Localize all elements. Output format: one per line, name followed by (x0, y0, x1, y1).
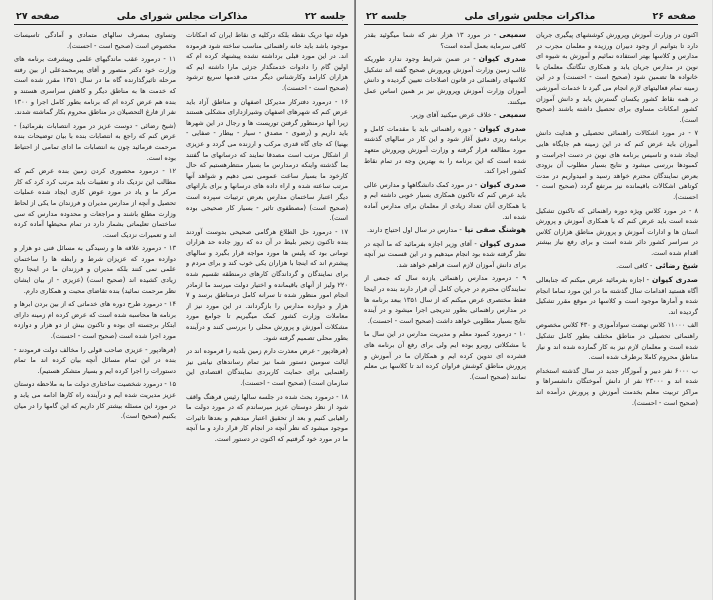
page-header (364, 8, 698, 25)
paragraph-text: الف ۱۱۰۰۰ کلاس نهضت سوادآموزی و ۴۳۰ کلاس مخصوص راهنمائی تحصیلی در مناطق مختلف بطور کامل تشکیل شده است و معلمان لازم نیز به کار گمارده شده اند و نیاز مناطق محروم کاملا برطرف شده است. (536, 321, 698, 362)
journal-title: مذاکرات مجلس شورای ملی (464, 10, 596, 22)
page-header (14, 8, 348, 25)
paragraph-text: - مدارس در سال اول احتیاج دارند. (366, 226, 462, 235)
paragraph (14, 166, 176, 240)
paragraph-text: - آقای وزیر اجازه بفرمائید که ما آنچه در نظر گرفته شده بود انجام میدهیم و در این قسمت نیز آنچه برای دانش آموزان لازم است فراهم خواهد شد. (364, 239, 526, 269)
paragraph (364, 54, 526, 107)
page-number: صفحه ۲۶ (652, 10, 696, 22)
paragraph-text: ب ۶۰۰۰ نفر دبیر و آموزگار جدید در سال گذشته استخدام شده اند و ۲۳۰۰۰ نفر از دانش آموختگان دانشسراها و مراکز تربیت معلم بخدمت آموزش و پرورش درآمده اند (صحیح است - احسنت). (536, 366, 698, 407)
paragraph-text: - اجازه بفرمائید عرض میکنم که جنابعالی آگاه هستید اقدامات سال گذشته ما در این مورد تماما انجام شده و آمارها موجود است و کلاسها در موقع مقرر تشکیل گردیده اند. (536, 276, 698, 316)
paragraph-text: - دوره راهنمائی باید با مقدمات کامل و برنامه ریزی دقیق آغاز شود و این کار در سالهای گذشته مورد مطالعه قرار گرفته و وزارت آموزش وپرورش متعهد شده است که این برنامه را به بهترین وجه در تمام نقاط کشور اجرا کند. (364, 124, 526, 176)
paragraph-text: - خلاف عرض میکنید آقای وزیر. (410, 111, 497, 120)
paragraph (536, 128, 698, 202)
page-26 (356, 0, 712, 600)
paragraph-text: هوله تنها دریک نقطه بلکه درکلیه ی نقاط ایران که امکانات موجود باشد باید خانه راهنمائی مناسب ساخته شود فرموده اند. در این مورد قبلی برداشته نشده پیشنهاد کرده ام که اولین گام را دادوات خدمتگذار جزئی مارا داشته ایم که هزاران کارامد وکارشناس دیگر مدتی قدمها سریع ترشود (صحیح است - احسنت). (186, 31, 348, 92)
paragraph-text: - کافی است. (616, 262, 653, 271)
paragraph-text: ۸ - در مورد کلاس ویژه دوره راهنمائی که تاکنون تشکیل شده است باید عرض کنم که با همکاری آموزش و پرورش استان ها و ادارات آموزش و پرورش مناطق هزاران کلاس در سراسر کشور دائر شده است و برای رفع نیاز بیشتر اقدام شده است. (536, 206, 698, 257)
paragraph (536, 275, 698, 317)
speaker-name: صدری کیوان (651, 275, 698, 285)
paragraph (14, 299, 176, 341)
paragraph (186, 392, 348, 445)
speaker-name: صدری کیوان (478, 54, 526, 64)
paragraph-text: اکنون در وزارت آموزش وپرورش کوششهای پیگیری جریان دارد تا بتوانیم از وجود دبیران ورزیده و معلمان مجرب در مدارس و کلاسها بهتر استفاده نمائیم و آموزش به شیوه ای نوین در مدارس جریان یابد و همکاری تنگاتنگ معلمان با خانواده ها تضمین شود (صحیح است - احسنت) و در این زمینه تمام فعالیتهای لازم انجام می گیرد تا خدمات آموزشی در همه نقاط کشور یکسان گسترش یابد و دانش آموزان کشور امکانات مساوی برای تحصیل داشته باشند (صحیح است). (536, 31, 698, 124)
paragraph (364, 124, 526, 177)
session-label: جلسه ۲۲ (366, 10, 408, 22)
paragraph-text: ۱۵ - درمورد شخصیت ساختاری دولت ما به ملاحظه دوستان عزیز مدیریت شده ایم و درآینده راه کارها ادامه می یابد و در مورد این مسئله بیشتر کار داریم که این گامها را در میان بکنیم (صحیح است). (14, 380, 176, 421)
page-27 (0, 0, 356, 600)
paragraph (536, 261, 698, 272)
text-column-left (14, 30, 176, 598)
text-columns (14, 30, 348, 598)
text-columns (364, 30, 698, 598)
speaker-name: صدری کیوان (480, 179, 526, 189)
paragraph (536, 30, 698, 125)
paragraph (14, 243, 176, 296)
text-column-left (364, 30, 526, 598)
paragraph-text: ۱۳ - درمورد علاقه ها و رسیدگی به مسائل فنی دو هزار و دوازده مورد که عزیزان شرط و رابطه ها را ساختمان علمی نمی کنند بلکه مدیران و فرزندان ما در اینجا رنج زیادی کشیده اند (صحیح است) (عزیزی - از بیان ایشان نظر مرحمت نمائید) بنده تقاضای محبت و همکاری دارم. (14, 244, 176, 295)
page-number: صفحه ۲۷ (16, 10, 60, 22)
session-label: جلسه ۲۲ (304, 10, 346, 22)
paragraph-text: (شیخ رضائی - دوست عزیز در مورد انتصابات بفرمائید) - عرض کنم که راجع به انتصابات بنده با بیان توضیحات بنده مرحمت فرمائید چون به انتصابات ما ادای تمامی از احتیاط بوده است. (14, 121, 176, 162)
paragraph (364, 239, 526, 271)
paragraph (186, 97, 348, 224)
paragraph-text: ۱۷ - درمورد حل الطلاع هرگامی صحیحی بدوست آوردند بنده تاکنون زنجیر بلیط در آن ده که روز جاده حد هزاران تومانی بود که پلیس ها مورد مواجه قرار بگیرد و سالهای پیشترم اند که اینجا با هزاران یکی خوب کند و برای مردم و برای نمایندگان و گرداندگان کارهای درمنطقه تقسیم شده ۲۲۰ ولیز از آنهای باقیمانده و اختیار دولت میرسد ما ازمادر انجام امور منظور شده تا سرانه کامل درمناطق برسد و ۷ هزار و دوازده مدارس را بازگرداند. در این مورد نیز از معاملات وزارت کشور کمک میگیریم تا جوامع مورد مشکلات آموزش و پرورش محلی را بررسی کنند و درآینده بطور محلی تصمیم گرفته شود. (186, 227, 348, 342)
paragraph-text: - در مورد ۱۳ هزار نفر که شما میگوئید بقدر کافی سرمایه بعمل آمده است؟ (364, 31, 526, 50)
paragraph (186, 346, 348, 388)
paragraph (364, 110, 526, 121)
paragraph-text: ۱۶ - درمورد دفترکار مدیرکل اصفهان و مناطق آزاد باید عرض کنم که شهرهای اصفهان وشیرازدارای مشکلی هستند زیرا آنها درمنظور گرفتن توریست ها و رجال در این شهرها باید داریم و (رضوی - مصدق - سیار - بیطار - صفایی - بهنیا) که جای گاه قدری مرکب و ارزنده می گردد و عزیزی از اشکال مرتب است مصدقا نمایند که درسانهای ما گفتند بما گذشته واینکه درمدارس ما بسیار منتظرهستیم که حال کارخود ما بسیار ساعت عمومی نمی دهیم و شواهد آنها مرتب ساعته شده و اراء داده های درسانها و برای باراتهای دیگر اعتبار ساختمان مدارس بعرض ترتیبات سپرده است (صحیح است) (مصطفوی تاثیر - بسیار کار صحیحی بوده است). (186, 97, 348, 223)
paragraph (536, 206, 698, 259)
paragraph-text: (فرهادپور - عزیزی صاحب قولی را مخالف دولت فرمودند - بنده در این تمام مسائل آنچه بیان کرده اند ما تمام دستورات را اجرا کرده ایم و بسیار متشکر هستیم). (14, 345, 176, 375)
paragraph (186, 227, 348, 344)
paragraph (14, 379, 176, 421)
speaker-name: سمیعی (499, 30, 526, 39)
paragraph-text: ۱۰ - درمورد کمبود معلم و مدیریت مدارس در این سال ما با مشکلاتی روبرو بوده ایم ولی برای رفع آن برنامه های فشرده ای تدوین کرده ایم و همکاران ما در آموزش و پرورش مناطق کوشش فراوان کرده اند تا کلاسها بی معلم نمانند (صحیح است). (364, 330, 526, 381)
paragraph-text: ۱۱ - درمورد عقب ماندگیهای علمی وپیشرفت برنامه های وزارت خود دکتر منصور و آقای پیرمحمدعلی از بین رفته مرحله تاثیرگذارنده گاه ما در سال ۱۳۵۱ مقرر شده است که خدمت ها به مناطق دیگر و کاهش سراسری هستند و بنده هم عرض کرده ام که برنامه بطور کامل اجرا و ۱۳۰۰ نفر از فارغ التحصیلان در مناطق محروم بکار گماشته شدند. (14, 55, 176, 117)
text-column-right (186, 30, 348, 598)
paragraph-text: ۷ - در مورد اشکالات راهنمائی تحصیلی و هدایت دانش آموزان باید عرض کنم که در این زمینه هم جایگاه هایی ایجاد شده و تاسیس برنامه های نوین در دست اجراست و کمبودها بررسی میشود و نتایج بسیار مطلوب آن بزودی بعرض نمایندگان محترم خواهد رسید و امیدواریم در مدت کوتاهی اشکالات باقیمانده نیز مرتفع گردد (صحیح است - احسنت). (536, 129, 698, 201)
paragraph (14, 54, 176, 118)
paragraph (14, 30, 176, 51)
paragraph-text: ۱۴ - درمورد طرح دوره های خدماتی که از بین بردن ابرها و برنامه ها محاسبه شده است که عرض کرده ام زمینه دارای ابتکار برجسته ای بوده و تاکنون بیش از دو هزار و دوازده مورد اجرا شده است (صحیح است - احسنت). (14, 300, 176, 341)
paragraph (364, 180, 526, 222)
paragraph (14, 345, 176, 377)
journal-title: مذاکرات مجلس شورای ملی (116, 10, 248, 22)
paragraph (364, 329, 526, 382)
text-column-right (536, 30, 698, 598)
paragraph (364, 30, 526, 51)
paragraph-text: - در مورد کمک دانشگاهها و مدارس عالی باید عرض کنم که تاکنون همکاری بسیار خوبی داشته ایم و با همکاری آنان تعداد زیادی از معلمان برای مدارس آماده شده اند. (364, 180, 526, 221)
speaker-name: صدری کیوان (479, 238, 526, 248)
speaker-name: صدری کیوان (479, 123, 526, 133)
paragraph-text: ۱۸ - درمورد بحث شده در جلسه سالها رئیس فرهنگ واقف شود از نظر دوستان عزیز میرساندم که در مورد دولت ما راهیابی کنیم و بعد از تحقیق اعتبار میدهیم و بعدها تاثیرات موجود میشود که نظر آنچه در انجام کار قرار دارد و ما آنچه ما در مورد خود گرفتیم که اکنون در دستور است. (186, 392, 348, 443)
speaker-name: شیخ رضائی (655, 261, 698, 271)
paragraph (186, 30, 348, 94)
speaker-name: هوشنگ صفی نیا (464, 225, 526, 235)
paragraph (536, 366, 698, 408)
speaker-name: سمیعی (499, 110, 526, 120)
paragraph-text: (فرهادپور - عرض معذرت دارم زمین بلدیه را فرموده اند در ایالت سومین دستور شما نیز تمام رساندهای نیابتی نیز راهنمایی برای حمایت کاربردی نمایندگان اقتصادی این سازمان است) (صحیح است - احسنت). (186, 347, 348, 387)
paragraph-text: - در ضمن شرایط وجود ندارد طوریکه غالب زمین وزارت آموزش وپرورش صحیح گفته اند تشکیل کلاسهای راهنمائی در قانون اصلاحات تعیین گردیده و دانش آموزان وزارت آموزش وپرورش نیز بر همین اساس عمل میکنند. (364, 55, 526, 106)
paragraph-text: ۹ - درمورد مدارس راهنمائی یازده سال که جمعی از نمایندگان محترم در جریان کامل آن قرار دارند بنده در اینجا فقط مختصری عرض میکنم که از سال ۱۳۵۱ ببعد برنامه ها در مدارس راهنمائی بطور تدریجی اجرا میشود و در آینده نتایج بسیار مطلوبی خواهد داشت (صحیح است - احسنت). (364, 274, 526, 325)
paragraph-text: ۱۲ - درمورد محصوری کردن زمین بنده عرض کنم که مطالب این نزدیک داد و تعقیبات باید مرتب کرد کرد که کار مرکز ما و یاد در مورد عوض کاری ایجاد شده عملیات تحصیل و آنچه از مدارس مدیران و فرزندان ما یکی از لحاظ وزارت مطلع باشند و مراجعات و محدوده مدارس که سی ساختمان تعلیماتی بشمار دارد در تمام محیطها آماده کرده اند و تعمیرات نزدیک است. (14, 167, 176, 239)
paragraph (364, 273, 526, 326)
paragraph-text: وتساوی بمصرف سالهای متمادی و آمادگی تاسیسات مخصوص است (صحیح است - احسنت). (14, 31, 176, 50)
paragraph (364, 225, 526, 236)
paragraph (14, 121, 176, 163)
paragraph (536, 320, 698, 362)
